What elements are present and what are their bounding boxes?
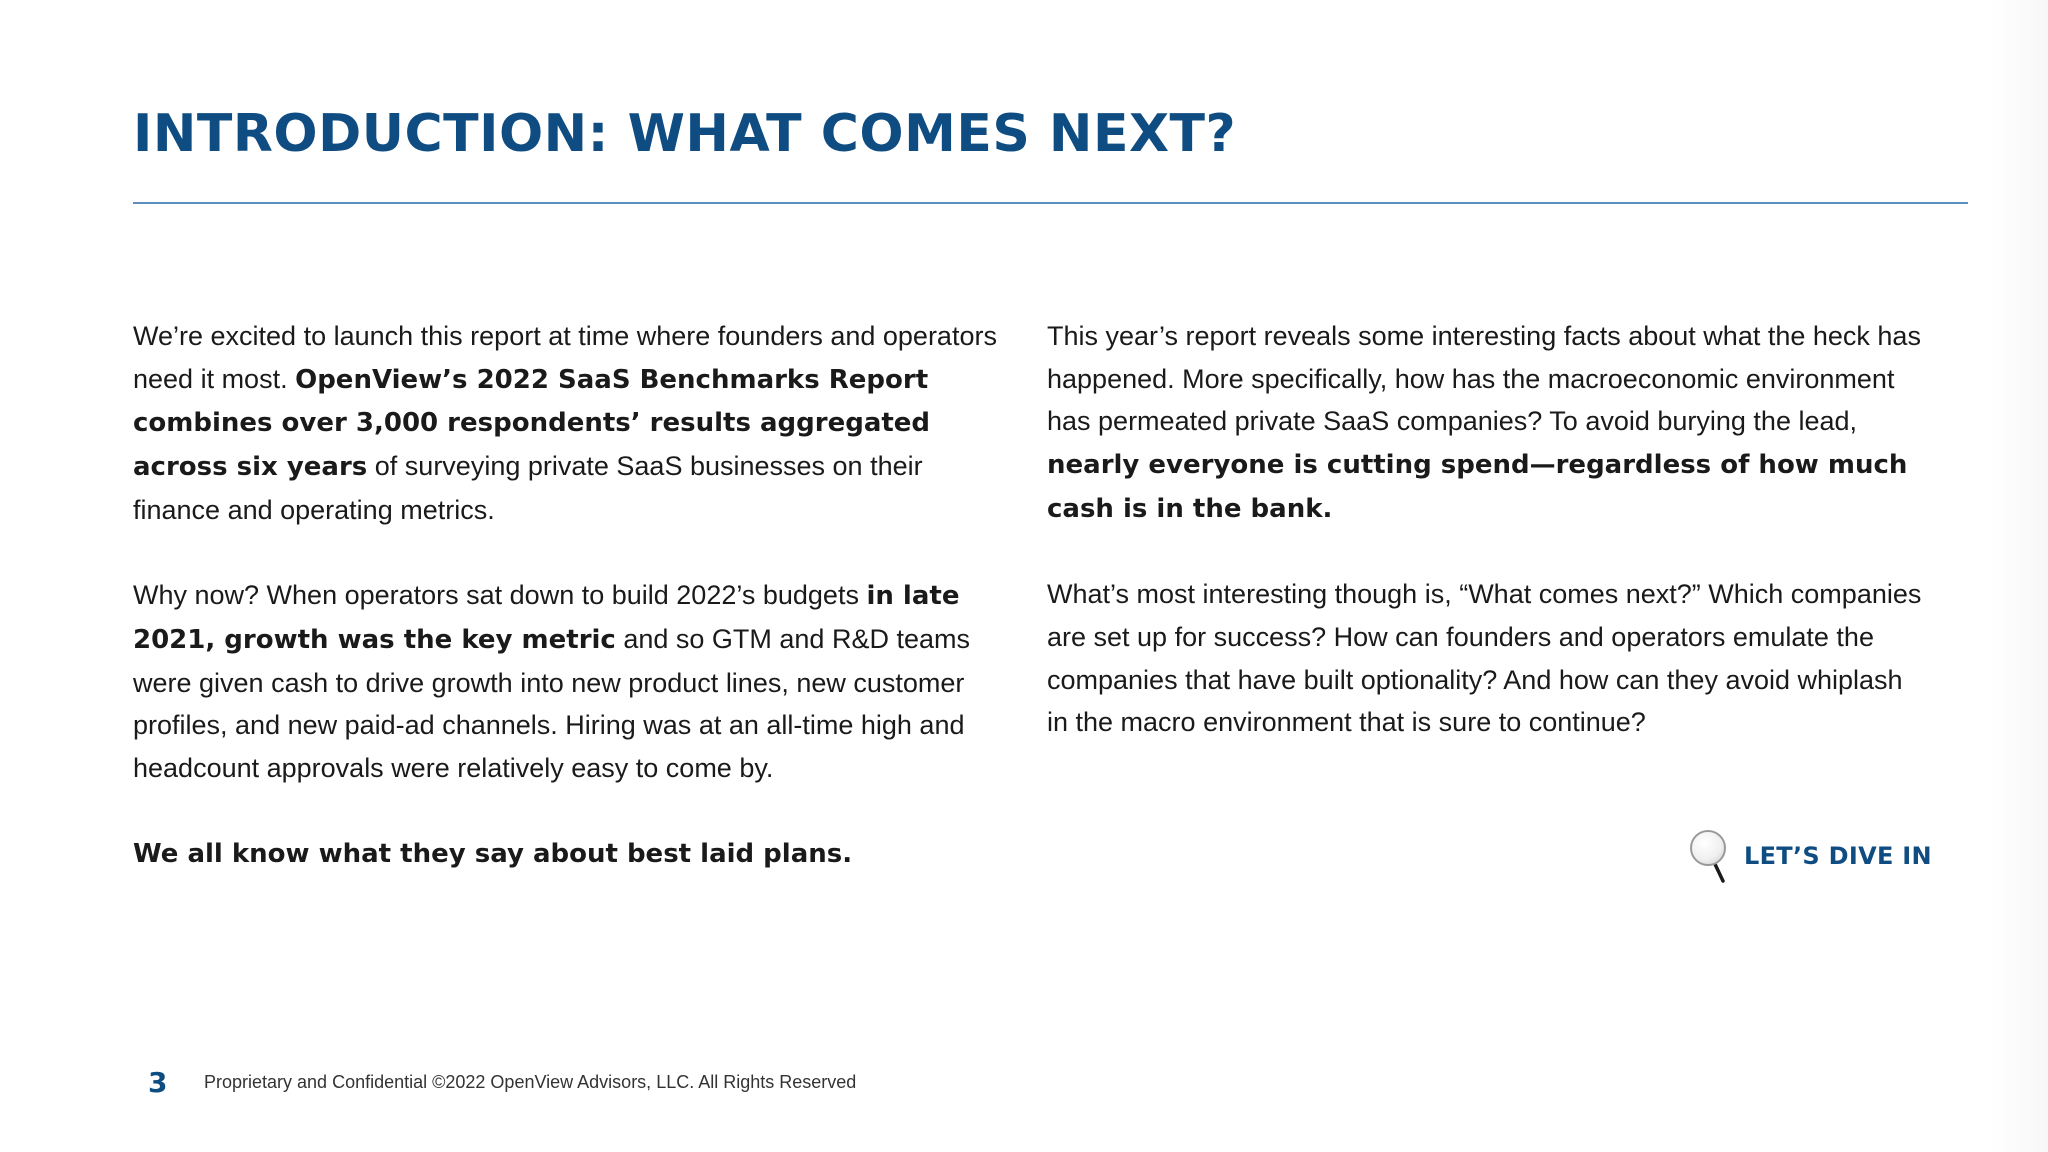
page-title: INTRODUCTION: WHAT COMES NEXT? [133, 104, 1237, 164]
title-divider [133, 202, 1968, 204]
right-edge-shade [1988, 0, 2048, 1152]
what-comes-next-text: What’s most interesting though is, “What comes next?” Which companies are set up for success? How can founders and operators emulate the companies that have built optionality? And how can they avoid whiplash in the macro environment that is sure to continue? [1047, 579, 1922, 738]
best-laid-plans-paragraph [133, 832, 1008, 876]
what-comes-next-paragraph [1047, 573, 1927, 744]
lets-dive-in-link[interactable] [1688, 826, 1932, 886]
report-reveals-text: This year’s report reveals some interesting facts about what the heck has happened. More specifically, how has the macroeconomic environment has permeated private SaaS companies? To avoid burying the lead, [1047, 321, 1921, 437]
intro-text-start: We’re excited to launch this report at time where founders and operators need it most. [133, 321, 997, 394]
why-now-text-end: and so GTM and R&D teams were given cash to drive growth into new product lines, new customer profiles, and new paid-ad channels. Hiring was at an all-time high and headcount approvals were relatively easy to come by. [133, 623, 970, 784]
why-now-text-start: Why now? When operators sat down to build 2022’s budgets [133, 580, 867, 611]
lets-dive-in-label: LET’S DIVE IN [1744, 842, 1932, 870]
why-now-paragraph [133, 574, 1008, 790]
intro-text-end: of surveying private SaaS businesses on their finance and operating metrics. [133, 451, 923, 525]
report-reveals-paragraph [1047, 315, 1927, 531]
intro-highlight: OpenView’s 2022 SaaS Benchmarks Report combines over 3,000 respondents’ results aggregated across six years [133, 364, 931, 483]
why-now-highlight: in late 2021, growth was the key metric [133, 581, 960, 655]
best-laid-plans-text: We all know what they say about best laid plans. [133, 839, 853, 870]
intro-paragraph [133, 315, 1008, 532]
report-reveals-highlight: nearly everyone is cutting spend—regardless of how much cash is in the bank. [1047, 450, 1908, 524]
left-column [133, 315, 1008, 919]
right-column [1047, 315, 1927, 787]
magnifying-glass-icon [1688, 826, 1734, 886]
footer-copyright: Proprietary and Confidential ©2022 OpenView Advisors, LLC. All Rights Reserved [204, 1072, 857, 1092]
page-number: 3 [148, 1066, 168, 1099]
